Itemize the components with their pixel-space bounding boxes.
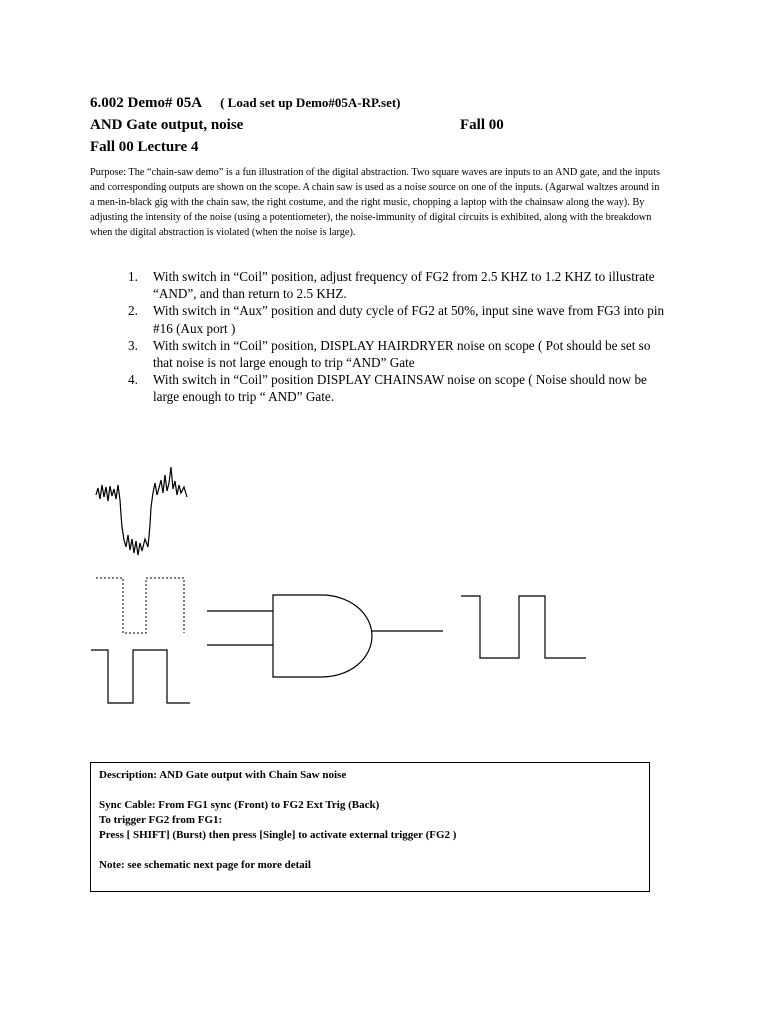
demo-number: 6.002 Demo# 05A [90,95,203,111]
header-line-3 [90,136,690,158]
header-line-1 [90,92,690,114]
list-item [128,268,668,302]
input-b-waveform [91,650,190,703]
term-label: Fall 00 [460,117,504,133]
schematic-note: Note: see schematic next page for more detail [99,859,311,871]
noise-waveform [96,467,187,555]
step-number: 2. [128,303,138,319]
steps-list [128,268,668,406]
trigger-instructions: Press [ SHIFT] (Burst) then press [Single] to activate external trigger (FG2 ) [99,829,457,841]
description-title: Description: AND Gate output with Chain Saw noise [99,769,347,781]
step-text: With switch in “Coil” position, DISPLAY HAIRDRYER noise on scope ( Pot should be set so that noise is not large enough to trip “AND” Gate [153,337,651,371]
lecture-label: Fall 00 Lecture 4 [90,139,199,155]
step-text: With switch in “Coil” position, adjust frequency of FG2 from 2.5 KHZ to 1.2 KHZ to illustrate “AND”, and than return to 2.5 KHZ. [153,269,655,302]
step-text: With switch in “Aux” position and duty cycle of FG2 at 50%, input sine wave from FG3 into pin #16 (Aux port ) [153,303,665,336]
output-waveform [461,596,586,658]
step-number: 3. [128,337,138,353]
description-box [90,762,650,892]
input-a-waveform [96,578,184,633]
step-text: With switch in “Coil” position DISPLAY CHAINSAW noise on scope ( Noise should now be large enough to trip “ AND” Gate. [153,372,647,405]
setup-file-note: ( Load set up Demo#05A-RP.set) [220,95,401,110]
list-item [128,371,668,405]
list-item [128,337,668,371]
step-number: 1. [128,269,138,284]
step-number: 4. [128,372,138,388]
header [90,92,690,158]
sync-cable-note: Sync Cable: From FG1 sync (Front) to FG2 Ext Trig (Back) [99,799,380,811]
list-item [128,302,668,336]
demo-title: AND Gate output, noise [90,117,244,133]
and-gate-symbol [273,595,372,677]
header-line-2 [90,114,690,136]
purpose-paragraph: Purpose: The “chain-saw demo” is a fun illustration of the digital abstraction. Two square waves are inputs to an AND gate, and the inputs and corresponding outputs are shown on the scope. A chain saw is used as a noise source on one of the inputs. (Agarwal waltzes around in a men-in-black gig with the chain saw, the right costume, and the right music, chopping a laptop with the chainsaw along the way). By adjusting the intensity of the noise (using a potentiometer), the noise-immunity of digital circuits is exhibited, along with the breakdown when the digital abstraction is violated (when the noise is large). [90,167,660,238]
and-gate-diagram [0,455,768,715]
trigger-heading: To trigger FG2 from FG1: [99,814,223,826]
